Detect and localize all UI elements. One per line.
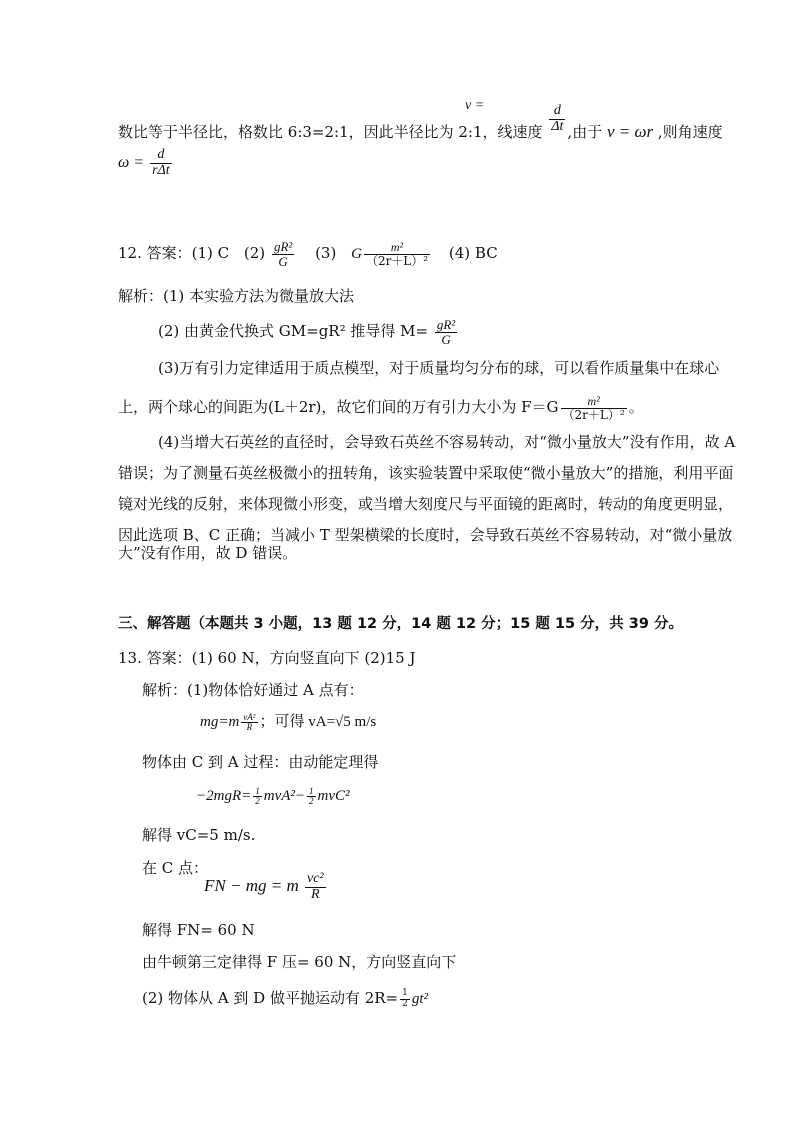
- q12-analysis-4-line5: 大”没有作用，故 D 错误。: [118, 544, 298, 562]
- q12-analysis-2: (2) 由黄金代换式 GM=gR² 推导得 M= $\frac{\text{gR²}}{G}$: [158, 317, 456, 347]
- omega-formula: ω = $\frac{d}{\text{rΔt}}$: [118, 147, 170, 178]
- q12-analysis-3a: (3)万有引力定律适用于质点模型，对于质量均匀分布的球，可以看作质量集中在球心: [158, 359, 720, 377]
- eq3-fraction: $\frac{\text{vc²}}{R}$: [306, 871, 324, 902]
- q13-part-2: (2) 物体从 A 到 D 做平抛运动有 2R= $\frac{1}{2}$ gt²: [142, 988, 429, 1009]
- q12-analysis-4-line3: 镜对光线的反射，来体现微小形变，或当增大刻度尺与平面镜的距离时，转动的角度更明显，: [118, 495, 734, 513]
- velocity-label: v =: [465, 98, 485, 113]
- q12-answer-line: 12. 答案：(1) C (2) $\frac{\text{gR²}}{G}$ (3) G $\frac{\text{m²}}{\text{（2r＋L）²}}$ (4) BC: [118, 239, 498, 269]
- q12-gravity-fraction: $\frac{\text{m²}}{\text{（2r＋L）²}}$: [562, 394, 625, 422]
- half-fraction-3: $\frac{1}{2}$: [402, 988, 408, 1009]
- q12-analysis-1: 解析：(1) 本实验方法为微量放大法: [118, 287, 355, 305]
- q13-newton-third-law: 由牛顿第三定律得 F 压= 60 N，方向竖直向下: [142, 953, 457, 971]
- q13-c-to-a: 物体由 C 到 A 过程：由动能定理得: [142, 753, 379, 771]
- q13-answer: 13. 答案：(1) 60 N，方向竖直向下 (2)15 J: [118, 649, 416, 667]
- half-fraction-2: $\frac{1}{2}$: [309, 785, 314, 807]
- q13-at-c: 在 C 点：: [142, 859, 209, 877]
- eq1-fraction: $\frac{\text{vA²}}{R}$: [243, 711, 256, 733]
- q12-answer3-fraction: $\frac{\text{m²}}{\text{（2r＋L）²}}$: [365, 240, 429, 268]
- q13-equation-1: mg=m $\frac{\text{vA²}}{R}$ ；可得 vA=√5 m/s: [200, 711, 377, 733]
- q12-analysis-4-line2: 错误；为了测量石英丝极微小的扭转角，该实验装置中采取使“微小量放大”的措施，利用平面: [118, 464, 734, 482]
- q13-solve-fn: 解得 FN= 60 N: [142, 921, 255, 939]
- section-3-heading: 三、解答题（本题共 3 小题，13 题 12 分，14 题 12 分；15 题 15 分，共 39 分。: [118, 616, 683, 632]
- top-text-3: ,则角速度: [657, 123, 723, 142]
- top-text-line: [118, 103, 723, 148]
- q12-mass-fraction: $\frac{\text{gR²}}{G}$: [436, 317, 456, 347]
- omega-fraction: $\frac{d}{\text{rΔt}}$: [152, 147, 170, 178]
- q12-analysis-4-line1: (4)当增大石英丝的直径时，会导致石英丝不容易转动，对“微小量放大”没有作用，故 A: [158, 433, 736, 451]
- top-text-2: ,由于: [567, 123, 603, 142]
- half-fraction-1: $\frac{1}{2}$: [255, 785, 260, 807]
- q13-equation-2: −2mgR= $\frac{1}{2}$ mvA²− $\frac{1}{2}$ mvC²: [196, 785, 350, 807]
- q13-solve-vc: 解得 vC=5 m/s.: [142, 826, 256, 844]
- q13-equation-3: FN − mg = m $\frac{\text{vc²}}{R}$: [204, 871, 324, 902]
- top-text-1: 数比等于半径比，格数比 6:3=2:1，因此半径比为 2:1，线速度: [118, 123, 543, 142]
- v-omega-r: v = ωr: [606, 122, 654, 142]
- q13-analysis-1: 解析：(1)物体恰好通过 A 点有：: [142, 681, 364, 699]
- q12-analysis-3b: 上，两个球心的间距为(L＋2r)，故它们间的万有引力大小为 F＝G $\frac{\text{m²}}{\text{（2r＋L）²}}$ 。: [118, 394, 644, 422]
- velocity-fraction: $\frac{d}{\Delta t}$: [551, 103, 564, 134]
- q12-analysis-4-line4: 因此选项 B、C 正确；当减小 T 型架横梁的长度时，会导致石英丝不容易转动，对“微小量放: [118, 526, 733, 544]
- q12-answer2-fraction: $\frac{\text{gR²}}{G}$: [273, 239, 293, 269]
